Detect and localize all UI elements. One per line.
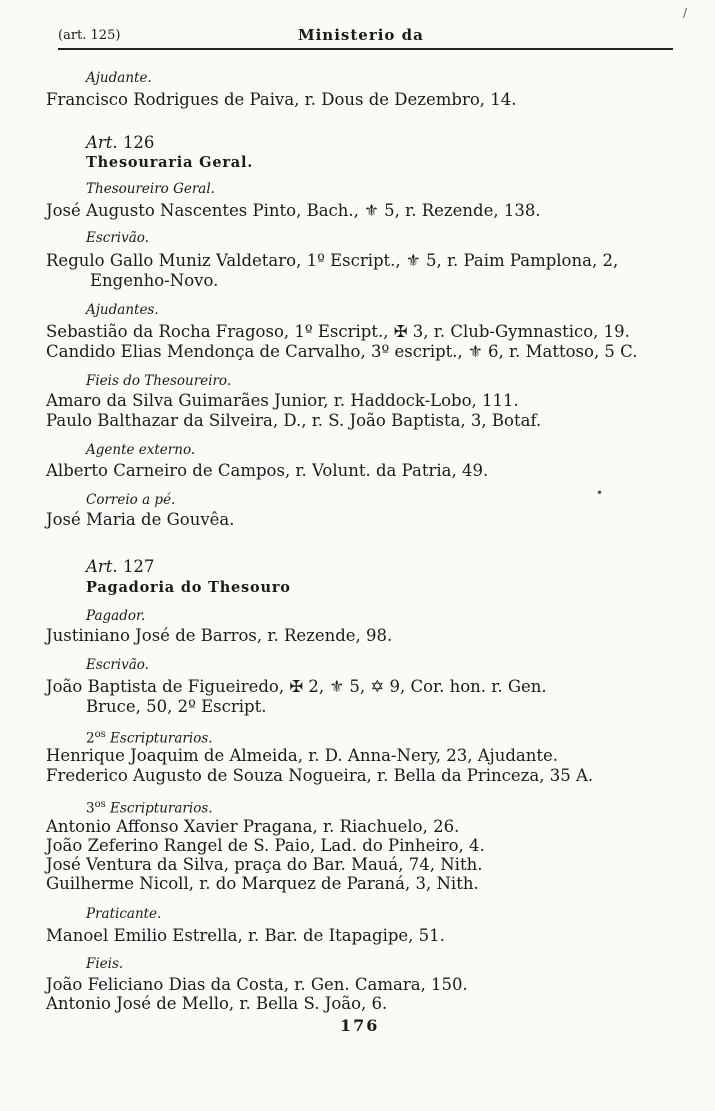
article-prefix: Art. <box>86 133 118 152</box>
article-126-heading <box>86 133 154 153</box>
label-text: Escripturarios. <box>110 730 213 747</box>
line-escrivao-1a: Regulo Gallo Muniz Valdetaro, 1º Escript., ⚜ 5, r. Paim Pamplona, 2, <box>46 251 619 270</box>
label-agente: Agente externo. <box>86 442 196 458</box>
ink-dot-icon: • <box>596 486 604 500</box>
header-rule <box>58 48 673 50</box>
header-article-ref: (art. 125) <box>58 28 121 43</box>
line-ajudante: Francisco Rodrigues de Paiva, r. Dous de Dezembro, 14. <box>46 90 517 109</box>
line-terceiros-2: João Zeferino Rangel de S. Paio, Lad. do Pinheiro, 4. <box>46 836 485 855</box>
article-prefix: Art. <box>86 557 118 576</box>
label-terceiros-escripturarios <box>86 796 213 818</box>
label-text: Escripturarios. <box>110 800 213 817</box>
line-ajudantes-1: Sebastião da Rocha Fragoso, 1º Escript., ✠ 3, r. Club-Gymnastico, 19. <box>46 322 630 341</box>
line-ajudantes-2: Candido Elias Mendonça de Carvalho, 3º escript., ⚜ 6, r. Mattoso, 5 C. <box>46 342 638 361</box>
page-number: 176 <box>340 1016 380 1035</box>
label-segundos-escripturarios <box>86 726 213 748</box>
line-fieis2-1: João Feliciano Dias da Costa, r. Gen. Camara, 150. <box>46 975 468 994</box>
label-escrivao-2: Escrivão. <box>86 657 149 673</box>
article-127-title: Pagadoria do Thesouro <box>86 579 291 596</box>
line-escrivao-2b: Bruce, 50, 2º Escript. <box>86 697 267 716</box>
article-number: 127 <box>122 557 155 576</box>
label-fieis-thesoureiro: Fieis do Thesoureiro. <box>86 373 232 389</box>
line-terceiros-3: José Ventura da Silva, praça do Bar. Mauá, 74, Nith. <box>46 855 483 874</box>
label-fieis: Fieis. <box>86 956 124 972</box>
line-terceiros-4: Guilherme Nicoll, r. do Marquez de Paraná, 3, Nith. <box>46 874 479 893</box>
label-correio: Correio a pé. <box>86 492 176 508</box>
line-segundos-2: Frederico Augusto de Souza Nogueira, r. Bella da Princeza, 35 A. <box>46 766 594 785</box>
line-pagador: Justiniano José de Barros, r. Rezende, 98. <box>46 626 393 645</box>
label-pagador: Pagador. <box>86 608 146 624</box>
label-escrivao-1: Escrivão. <box>86 230 149 246</box>
label-tesoureiro: Thesoureiro Geral. <box>86 181 215 197</box>
line-fieis2-2: Antonio José de Mello, r. Bella S. João, 6. <box>46 994 388 1013</box>
line-segundos-1: Henrique Joaquim de Almeida, r. D. Anna-Nery, 23, Ajudante. <box>46 746 559 765</box>
line-escrivao-1b: Engenho-Novo. <box>90 271 219 290</box>
article-127-heading <box>86 557 154 577</box>
ordinal-suffix: os <box>94 799 106 810</box>
label-ajudantes: Ajudantes. <box>86 302 159 318</box>
line-escrivao-2a: João Baptista de Figueiredo, ✠ 2, ⚜ 5, ✡ 9, Cor. hon. r. Gen. <box>46 677 547 696</box>
ordinal-number: 3 <box>86 800 95 817</box>
line-terceiros-1: Antonio Affonso Xavier Pragana, r. Riachuelo, 26. <box>46 817 460 836</box>
label-ajudante: Ajudante. <box>86 70 152 86</box>
line-tesoureiro: José Augusto Nascentes Pinto, Bach., ⚜ 5, r. Rezende, 138. <box>46 201 541 220</box>
line-fieis-1: Amaro da Silva Guimarães Junior, r. Haddock-Lobo, 111. <box>46 391 519 410</box>
line-fieis-2: Paulo Balthazar da Silveira, D., r. S. João Baptista, 3, Botaf. <box>46 411 542 430</box>
line-correio: José Maria de Gouvêa. <box>46 510 235 529</box>
ordinal-number: 2 <box>86 730 95 747</box>
running-header <box>58 24 675 48</box>
header-ministry: Ministerio da <box>298 26 424 44</box>
article-126-title: Thesouraria Geral. <box>86 154 254 171</box>
line-agente: Alberto Carneiro de Campos, r. Volunt. da Patria, 49. <box>46 461 489 480</box>
line-praticante: Manoel Emilio Estrella, r. Bar. de Itapagipe, 51. <box>46 926 445 945</box>
article-number: 126 <box>122 133 155 152</box>
label-praticante: Praticante. <box>86 906 162 922</box>
margin-mark-icon: / <box>683 6 688 20</box>
ordinal-suffix: os <box>94 729 106 740</box>
